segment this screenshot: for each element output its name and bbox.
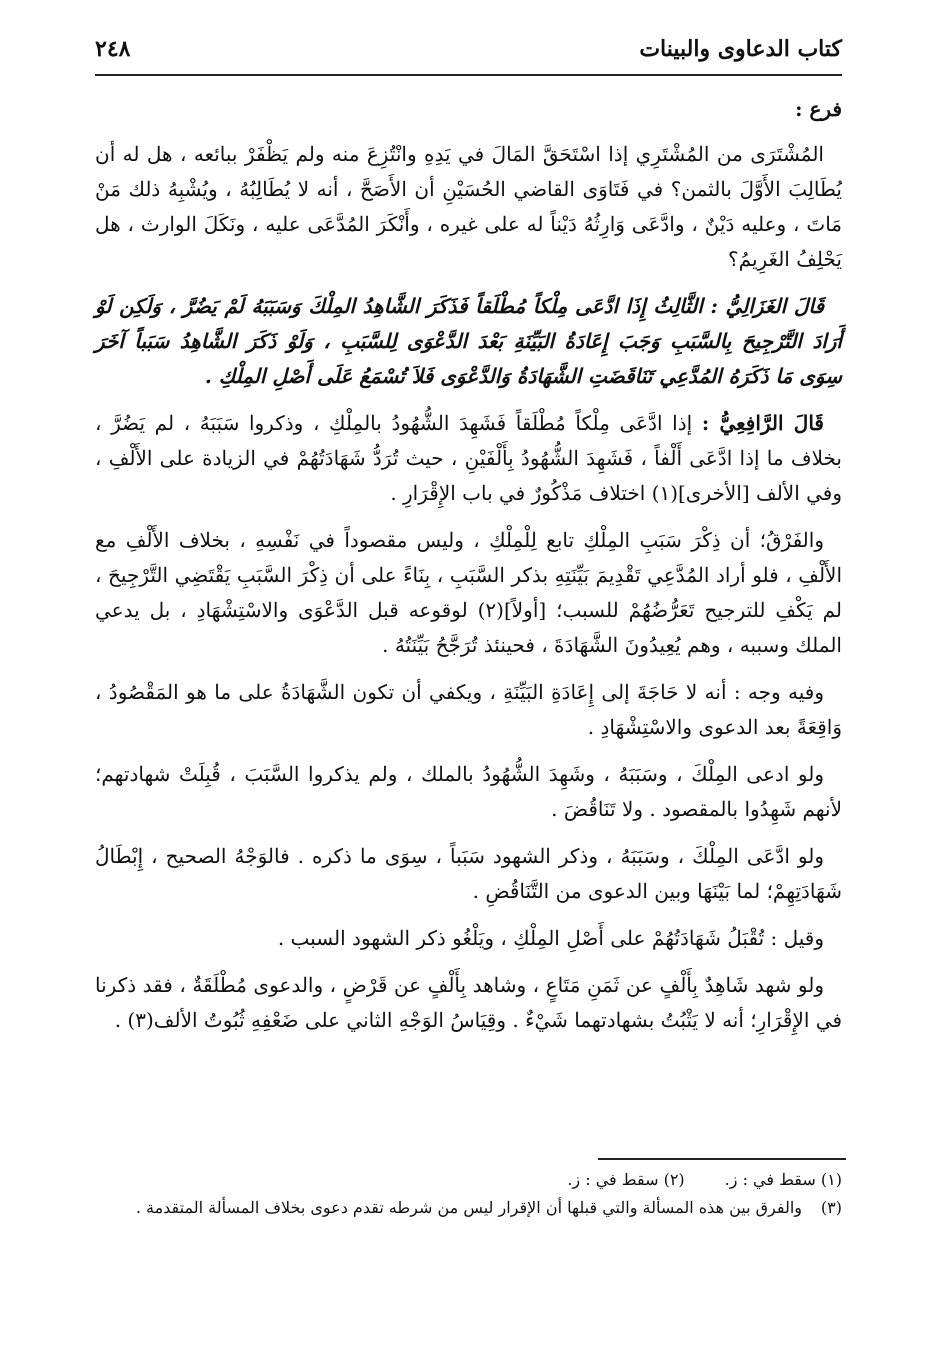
paragraph-4: والفَرْقُ؛ أن ذِكْرَ سَبَبِ المِلْكِ تابع لِلْمِلْكِ ، وليس مقصوداً في نَفْسِهِ ، بخلاف الأَلْفِ مع الأَلْفِ ، فلو أراد المُدَّعِي تَقْدِيمَ بَيِّنَتِهِ بذكر السَّبَبِ ، بِنَاءً على أن ذِكْرَ السَّبَبِ يَقْتَضِي التَّرْجِيحَ ، لم يَكْفِ للترجيح تَعَرُّضُهُمْ للسبب؛ [أولاً](٢) لوقوعه قبل الدَّعْوَى والاسْتِشْهَادِ ، بل يدعي الملك وسببه ، وهم يُعِيدُونَ الشَّهَادَةَ ، فحينئذ تُرَجَّحُ بَيِّنَتُهُ . xyxy=(95,528,843,657)
page-header xyxy=(95,30,842,76)
paragraph-ghazali: قَالَ الغَزَالِيُّ : الثَّالِثُ إِذَا ادَّعَى مِلْكاً مُطْلَقاً فَذَكَرَ الشَّاهِدُ المِلْكَ وَسَبَبَهُ لَمْ يَضُرَّ ، وَلَكِن لَوْ أَرَادَ التَّرْجِيحَ بِالسَّبَبِ وَجَبَ إِعَادَةُ البَيِّنَةِ بَعْدَ الدَّعْوَى لِلسَّبَبِ ، وَلَوْ ذَكَرَ الشَّاهِدُ سَبَباً آخَرَ سِوَى مَا ذَكَرَهُ المُدَّعِي تَنَاقَضَتِ الشَّهَادَةُ وَالدَّعْوَى فَلاَ تُسْمَعُ عَلَى أَصْلِ المِلْكِ . xyxy=(95,294,842,388)
footnote-1 xyxy=(725,1166,842,1194)
footnotes xyxy=(95,1166,842,1222)
paragraph-8: وقيل : تُقْبَلُ شَهَادَتُهُمْ على أَصْلِ المِلْكِ ، ويَلْغُو ذكر الشهود السبب . xyxy=(277,926,824,950)
paragraph-1: المُشْتَرَى من المُشْتَرِي إذا اسْتَحَقَّ المَالَ في يَدِهِ وانْتُزِعَ منه ولم يَظْفَرْ ببائعه ، هل له أن يُطَالِبَ الأَوَّلَ بالثمن؟ في فَتَاوَى القاضي الحُسَيْنِ أن الأَصَحَّ ، أنه لا يُطَالِبُهُ ، ويُشْبِهُ ذلك مَنْ مَاتَ ، وعليه دَيْنٌ ، وادَّعَى وَارِثُهُ دَيْناً له على غيره ، وأَنْكَرَ المُدَّعَى عليه ، ونَكَلَ الوارث ، هل يَحْلِفُ الغَرِيمُ؟ xyxy=(95,142,842,271)
paragraph-rafii xyxy=(95,406,842,511)
footnote-1-text: سقط في : ز. xyxy=(724,1170,816,1189)
footnote-2-text: سقط في : ز. xyxy=(567,1170,659,1189)
footnote-2-number: (٢) xyxy=(663,1170,685,1189)
section-heading: فرع : xyxy=(795,97,842,121)
book-title: كتاب الدعاوى والبينات xyxy=(639,36,842,62)
page-number: ٢٤٨ xyxy=(95,36,131,62)
footnote-3-text: والفرق بين هذه المسألة والتي قبلها أن الإقرار ليس من شرطه تقدم دعوى بخلاف المسألة المتقدمة . xyxy=(135,1198,802,1217)
footnote-separator xyxy=(598,1158,846,1160)
main-text xyxy=(95,92,842,1050)
rafii-lead: قَالَ الرَّافِعِيُّ : xyxy=(701,411,824,435)
footnote-3 xyxy=(95,1194,842,1222)
paragraph-9: ولو شهد شَاهِدٌ بِأَلْفٍ عن ثَمَنِ مَتَاعٍ ، وشاهد بِأَلْفٍ عن قَرْضٍ ، والدعوى مُطْلَقَةٌ ، فقد ذكرنا في الإِقْرَارِ؛ أنه لا يَثْبُتُ بشهادتهما شَيْءٌ . وقِيَاسُ الوَجْهِ الثاني على ضَعْفِهِ ثُبُوتُ الألف(٣) . xyxy=(95,973,842,1032)
footnote-2 xyxy=(567,1166,684,1194)
footnote-3-number: (٣) xyxy=(820,1198,842,1217)
paragraph-5: وفيه وجه : أنه لا حَاجَةَ إلى إِعَادَةِ البَيِّنَةِ ، ويكفي أن تكون الشَّهَادَةُ على ما هو المَقْصُودُ ، وَاقِعَةً بعد الدعوى والاسْتِشْهَادِ . xyxy=(95,680,842,739)
paragraph-6: ولو ادعى المِلْكَ ، وسَبَبَهُ ، وشَهِدَ الشُّهُودُ بالملك ، ولم يذكروا السَّبَبَ ، قُبِلَتْ شهادتهم؛ لأنهم شَهِدُوا بالمقصود . ولا تَنَاقُضَ . xyxy=(95,762,842,821)
paragraph-7: ولو ادَّعَى المِلْكَ ، وسَبَبَهُ ، وذكر الشهود سَبَباً ، سِوَى ما ذكره . فالوَجْهُ الصحيح ، إِبْطَالُ شَهَادَتِهِمْ؛ لما بَيْنَهَا وبين الدعوى من التَّنَاقُضِ . xyxy=(95,844,842,903)
footnote-1-number: (١) xyxy=(820,1170,842,1189)
footnote-row-1 xyxy=(95,1166,842,1194)
rafii-text: إذا ادَّعَى مِلْكاً مُطْلَقاً فَشَهِدَ الشُّهُودُ بالمِلْكِ ، وذكروا سَبَبَهُ ، لم يَضُرَّ ، بخلاف ما إذا ادَّعَى أَلْفاً ، فَشَهِدَ الشُّهُودُ بِأَلْفَيْنِ ، حيث تُرَدُّ شَهَادَتُهُمْ في الزيادة على الأَلْفِ ، وفي الألف [الأخرى](١) اختلاف مَذْكُورٌ في باب الإِقْرَارِ . xyxy=(95,411,842,505)
